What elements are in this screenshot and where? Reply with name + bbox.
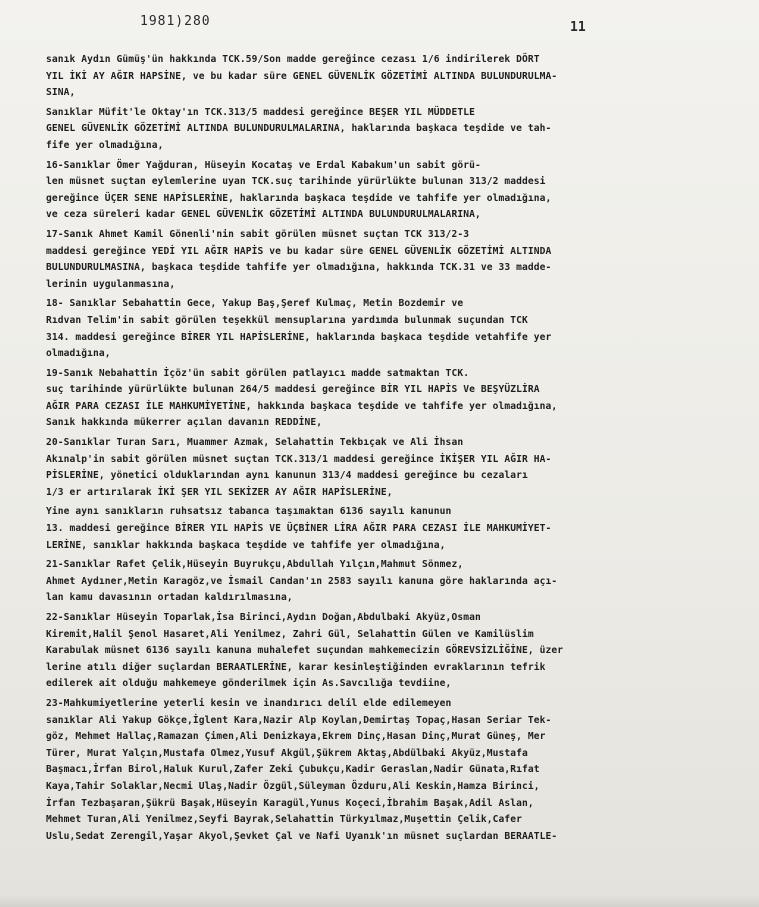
text-line: maddesi gereğince YEDİ YIL AĞIR HAPİS ve bu kadar süre GENEL GÜVENLİK GÖZETİMİ ALTINDA xyxy=(46,245,552,257)
text-line: GENEL GÜVENLİK GÖZETİMİ ALTINDA BULUNDURULMALARINA, haklarında başkaca teşdide ve tah- xyxy=(46,123,552,135)
text-line: PİSLERİNE, yönetici olduklarından aynı kanunun 313/4 maddesi gereğince bu cezaları xyxy=(46,470,528,482)
text-line: Akınalp'in sabit görülen müsnet suçtan TCK.313/1 maddesi gereğince İKİŞER YIL AĞIR HA- xyxy=(46,453,552,465)
text-line: 19-Sanık Nebahattin İçöz'ün sabit görülen patlayıcı madde satmaktan TCK. xyxy=(46,367,470,379)
paragraph xyxy=(46,435,726,501)
text-line: Karabulak müsnet 6136 sayılı kanuna muhalefet suçundan mahkemecizin GÖREVSİZLİĞİNE, üzer xyxy=(46,645,564,657)
text-line: 21-Sanıklar Rafet Çelik,Hüseyin Buyrukçu,Abdullah Yılçın,Mahmut Sönmez, xyxy=(46,559,464,571)
text-line: 1/3 er artırılarak İKİ ŞER YIL SEKİZER AY AĞIR HAPİSLERİNE, xyxy=(46,486,393,498)
paragraph xyxy=(46,610,726,693)
text-line: Kiremit,Halil Şenol Hasaret,Ali Yenilmez, Zahri Gül, Selahattin Gülen ve Kamilüslim xyxy=(46,628,534,640)
text-line: Türer, Murat Yalçın,Mustafa Olmez,Yusuf Akgül,Şükrem Aktaş,Abdülbaki Akyüz,Mustafa xyxy=(46,747,528,759)
paragraph xyxy=(46,557,726,607)
text-line: sanıklar Ali Yakup Gökçe,İglent Kara,Nazir Alp Koylan,Demirtaş Topaç,Hasan Seriar Tek- xyxy=(46,714,552,726)
text-line: olmadığına, xyxy=(46,348,111,360)
text-line: göz, Mehmet Hallaç,Ramazan Çimen,Ali Denizkaya,Ekrem Dinç,Hasan Dinç,Murat Güneş, Mer xyxy=(46,731,546,743)
text-line: 20-Sanıklar Turan Sarı, Muammer Azmak, Selahattin Tekbıçak ve Ali İhsan xyxy=(46,437,464,449)
text-line: Rıdvan Telim'in sabit görülen teşekkül mensuplarına yardımda bulunmak suçundan TCK xyxy=(46,314,528,326)
text-line: AĞIR PARA CEZASI İLE MAHKUMİYETİNE, hakkında başkaca teşdide ve tahfife yer olmadığına, xyxy=(46,400,558,412)
paragraph xyxy=(46,105,726,155)
text-line: Sanık hakkında mükerrer açılan davanın REDDİNE, xyxy=(46,417,323,429)
text-line: Ahmet Aydıner,Metin Karagöz,ve İsmail Candan'ın 2583 sayılı kanuna göre haklarında açı- xyxy=(46,575,558,587)
document-reference: 1981)280 xyxy=(140,14,211,29)
text-line: İrfan Tezbaşaran,Şükrü Başak,Hüseyin Karagül,Yunus Koçeci,İbrahim Başak,Adil Aslan, xyxy=(46,797,534,809)
text-line: Başmacı,İrfan Birol,Haluk Kurul,Zafer Zeki Çubukçu,Kadir Geraslan,Nadir Günata,Rıfat xyxy=(46,764,540,776)
page-number: 11 xyxy=(570,20,586,35)
paragraph xyxy=(46,158,726,224)
text-line: len müsnet suçtan eylemlerine uyan TCK.suç tarihinde yürürlükte bulunan 313/2 maddesi xyxy=(46,176,546,188)
document-body xyxy=(46,52,726,845)
text-line: gereğince ÜÇER SENE HAPİSLERİNE, haklarında başkaca teşdide ve tahfife yer olmadığına, xyxy=(46,192,552,204)
text-line: lerinin uygulanmasına, xyxy=(46,278,176,290)
text-line: 16-Sanıklar Ömer Yağduran, Hüseyin Kocataş ve Erdal Kabakum'un sabit görü- xyxy=(46,159,481,171)
text-line: 22-Sanıklar Hüseyin Toparlak,İsa Birinci,Aydın Doğan,Abdulbaki Akyüz,Osman xyxy=(46,612,481,623)
text-line: lerine atılı diğer suçlardan BERAATLERİNE, karar kesinleştiğinden evraklarının tefrik xyxy=(46,661,546,673)
text-line: 17-Sanık Ahmet Kamil Gönenli'nin sabit görülen müsnet suçtan TCK 313/2-3 xyxy=(46,228,470,240)
text-line: YIL İKİ AY AĞIR HAPSİNE, ve bu kadar süre GENEL GÜVENLİK GÖZETİMİ ALTINDA BULUNDURULMA- xyxy=(46,70,558,82)
text-line: 23-Mahkumiyetlerine yeterli kesin ve inandırıcı delil elde edilemeyen xyxy=(46,697,452,709)
text-line: SINA, xyxy=(46,87,76,99)
paragraph xyxy=(46,504,726,554)
paragraph xyxy=(46,296,726,362)
text-line: suç tarihinde yürürlükte bulunan 264/5 maddesi gereğince BİR YIL HAPİS Ve BEŞYÜZLİRA xyxy=(46,384,540,396)
text-line: ve ceza süreleri kadar GENEL GÜVENLİK GÖZETİMİ ALTINDA BULUNDURULMALARINA, xyxy=(46,209,481,221)
page-header xyxy=(0,14,759,38)
text-line: 13. maddesi gereğince BİRER YIL HAPİS VE ÜÇBİNER LİRA AĞIR PARA CEZASI İLE MAHKUMİYET- xyxy=(46,523,552,535)
paragraph xyxy=(46,696,726,845)
text-line: Kaya,Tahir Solaklar,Necmi Ulaş,Nadir Özgül,Süleyman Özduru,Ali Keskin,Hamza Birinci, xyxy=(46,780,540,792)
text-line: Sanıklar Müfit'le Oktay'ın TCK.313/5 maddesi gereğince BEŞER YIL MÜDDETLE xyxy=(46,106,475,118)
text-line: Mehmet Turan,Ali Yenilmez,Seyfi Bayrak,Selahattin Türkyılmaz,Muşettin Çelik,Cafer xyxy=(46,814,522,826)
text-line: sanık Aydın Gümüş'ün hakkında TCK.59/Son madde gereğince cezası 1/6 indirilerek DÖRT xyxy=(46,54,540,65)
page-bottom-shadow xyxy=(0,895,759,907)
paragraph xyxy=(46,52,726,102)
paragraph xyxy=(46,366,726,432)
text-line: 18- Sanıklar Sebahattin Gece, Yakup Baş,Şeref Kulmaç, Metin Bozdemir ve xyxy=(46,298,464,310)
text-line: 314. maddesi gereğince BİRER YIL HAPİSLERİNE, haklarında başkaca teşdide vetahfife yer xyxy=(46,331,552,343)
text-line: Uslu,Sedat Zerengil,Yaşar Akyol,Şevket Çal ve Nafi Uyanık'ın müsnet suçlardan BERAATLE- xyxy=(46,830,558,842)
text-line: fife yer olmadığına, xyxy=(46,139,164,151)
text-line: BULUNDURULMASINA, başkaca teşdide tahfife yer olmadığına, hakkında TCK.31 ve 33 madde- xyxy=(46,262,552,274)
paragraph xyxy=(46,227,726,293)
text-line: edilerek ait olduğu mahkemeye gönderilmek için As.Savcılığa tevdiine, xyxy=(46,678,452,690)
text-line: Yine aynı sanıkların ruhsatsız tabanca taşımaktan 6136 sayılı kanunun xyxy=(46,506,452,518)
text-line: lan kamu davasının ortadan kaldırılmasına, xyxy=(46,592,293,604)
text-line: LERİNE, sanıklar hakkında başkaca teşdide ve tahfife yer olmadığına, xyxy=(46,539,446,551)
